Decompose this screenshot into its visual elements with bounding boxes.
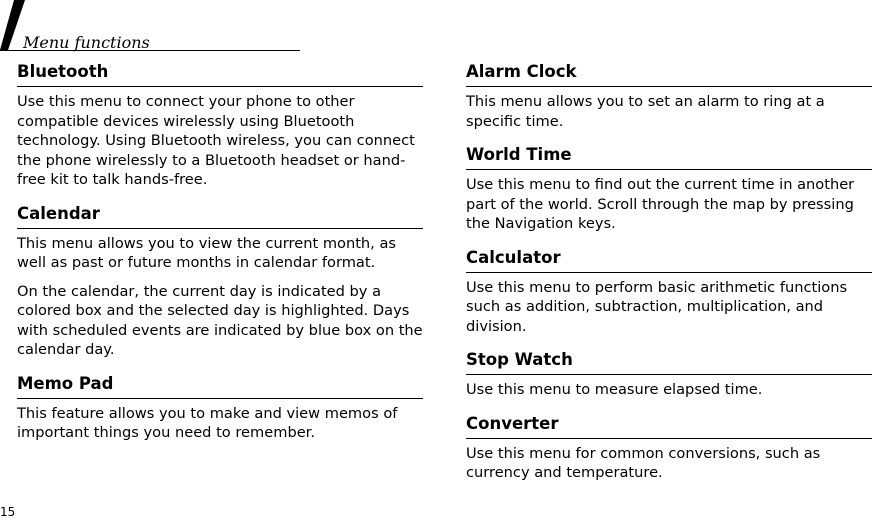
- section-body: [17, 234, 423, 360]
- section-alarm-clock: [466, 61, 872, 131]
- section-memo-pad: [17, 373, 423, 443]
- section-body: [17, 404, 423, 443]
- section-body: [466, 380, 872, 400]
- paragraph: On the calendar, the current day is indicated by a colored box and the selected day is highlighted. Days with scheduled events are indicated by blue box on the calendar day.: [17, 282, 423, 358]
- right-column: [466, 61, 872, 483]
- paragraph: This menu allows you to view the current month, as well as past or future months in calendar format.: [17, 234, 397, 271]
- section-body: [466, 278, 872, 337]
- section-title: World Time: [466, 144, 872, 170]
- section-world-time: [466, 144, 872, 234]
- section-body: [466, 175, 872, 234]
- section-title: Converter: [466, 413, 872, 439]
- section-title: Memo Pad: [17, 373, 423, 399]
- header-title: Menu functions: [23, 33, 150, 52]
- section-body: [466, 444, 872, 483]
- page-number: 15: [0, 505, 16, 519]
- section-calendar: [17, 203, 423, 360]
- section-title: Calendar: [17, 203, 423, 229]
- section-title: Stop Watch: [466, 349, 872, 375]
- section-title: Alarm Clock: [466, 61, 872, 87]
- paragraph: Use this menu for common conversions, such as currency and temperature.: [466, 444, 821, 481]
- paragraph: Use this menu to connect your phone to other compatible devices wirelessly using Bluetooth technology. Using Bluetooth wireless, you can connect the phone wirelessly to a Bluetooth headset or hand-free kit to talk hands-free.: [17, 93, 415, 188]
- paragraph: Use this menu to measure elapsed time.: [466, 381, 763, 398]
- section-body: [466, 92, 872, 131]
- section-body: [17, 92, 423, 190]
- section-stop-watch: [466, 349, 872, 400]
- section-calculator: [466, 247, 872, 337]
- section-bluetooth: [17, 61, 423, 190]
- section-title: Bluetooth: [17, 61, 423, 87]
- section-converter: [466, 413, 872, 483]
- section-title: Calculator: [466, 247, 872, 273]
- paragraph: Use this menu to perform basic arithmetic functions such as addition, subtraction, multiplication, and division.: [466, 278, 848, 335]
- left-column: [17, 61, 423, 443]
- paragraph: This feature allows you to make and view memos of important things you need to remember.: [17, 404, 398, 441]
- paragraph: This menu allows you to set an alarm to ring at a specific time.: [466, 93, 825, 130]
- paragraph: Use this menu to find out the current time in another part of the world. Scroll through the map by pressing the Navigation keys.: [466, 176, 855, 232]
- page-header: [0, 0, 300, 56]
